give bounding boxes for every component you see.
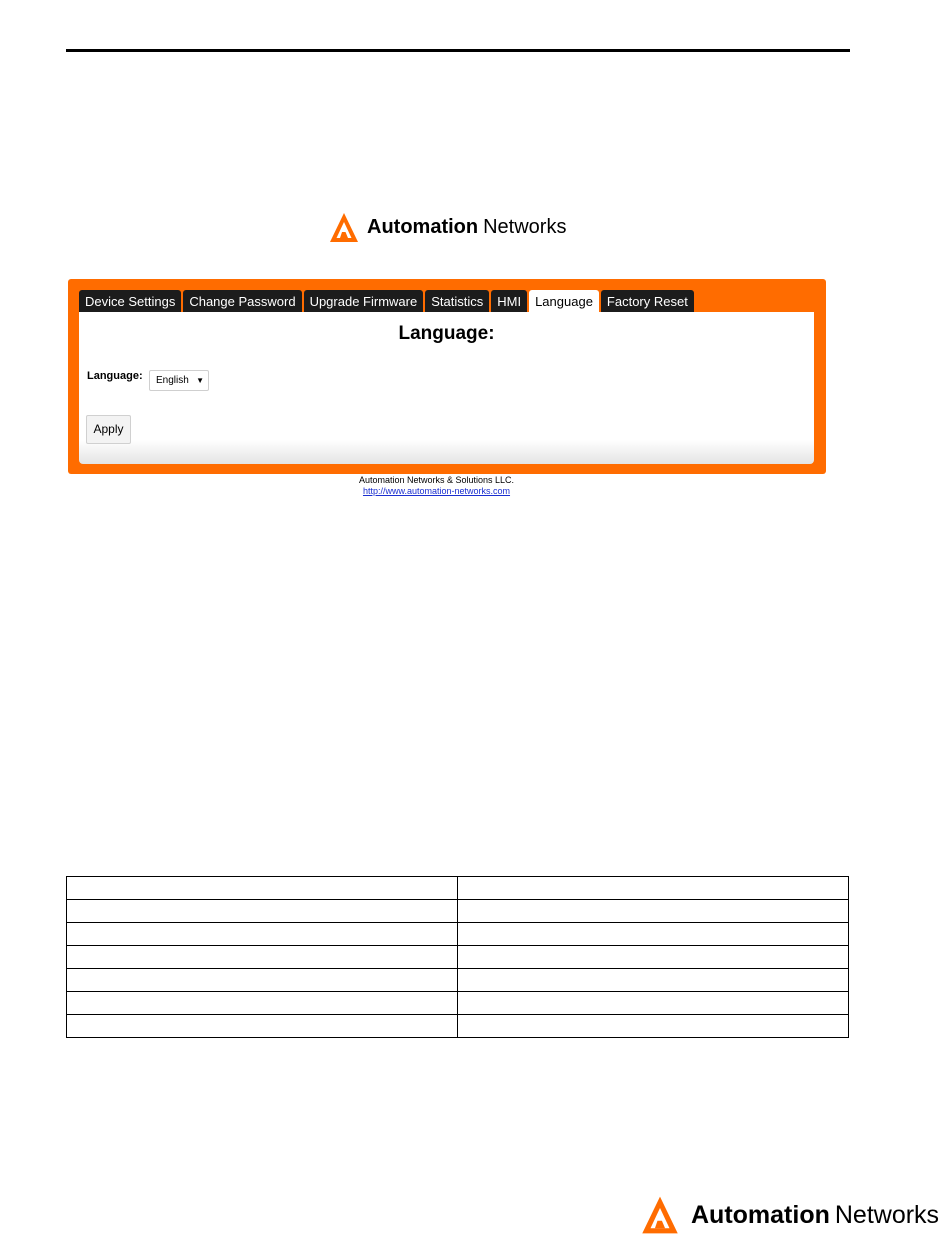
language-select-value: English <box>156 375 189 386</box>
table-row <box>67 992 849 1015</box>
table-cell <box>458 877 849 900</box>
table-cell <box>458 1015 849 1038</box>
tab-change-password[interactable]: Change Password <box>183 290 301 312</box>
empty-table <box>66 876 849 1038</box>
table-row <box>67 969 849 992</box>
table-row <box>67 946 849 969</box>
table-cell <box>67 969 458 992</box>
brand-name-bold: Automation <box>367 216 479 238</box>
automation-networks-logo-icon <box>641 1195 679 1235</box>
page-top-rule <box>66 49 850 52</box>
language-select[interactable] <box>149 370 209 391</box>
tab-statistics[interactable]: Statistics <box>425 290 489 312</box>
table-cell <box>67 900 458 923</box>
language-label: Language: <box>87 370 143 382</box>
table-cell <box>67 877 458 900</box>
language-panel <box>79 312 814 464</box>
tab-device-settings[interactable]: Device Settings <box>79 290 181 312</box>
table-cell <box>458 900 849 923</box>
chevron-down-icon: ▼ <box>196 376 204 385</box>
brand-logo-header <box>329 212 566 243</box>
footer-company: Automation Networks & Solutions LLC. <box>358 475 515 485</box>
table-row <box>67 923 849 946</box>
brand-name-bold: Automation <box>691 1200 830 1229</box>
table-cell <box>67 1015 458 1038</box>
footer-link-wrap <box>0 486 873 496</box>
apply-button[interactable]: Apply <box>86 415 131 444</box>
table-cell <box>458 946 849 969</box>
footer-website-link[interactable]: http://www.automation-networks.com <box>362 486 511 496</box>
table-cell <box>67 992 458 1015</box>
table-cell <box>458 969 849 992</box>
automation-networks-logo-icon <box>329 212 359 243</box>
tab-language[interactable]: Language <box>529 290 599 313</box>
brand-logo-footer <box>641 1195 939 1235</box>
table-row <box>67 1015 849 1038</box>
tab-factory-reset[interactable]: Factory Reset <box>601 290 694 312</box>
brand-name-light: Networks <box>483 216 567 238</box>
device-web-ui-frame <box>68 279 826 474</box>
table-cell <box>458 923 849 946</box>
tab-hmi[interactable]: HMI <box>491 290 527 312</box>
panel-title: Language: <box>398 323 495 344</box>
table-row <box>67 877 849 900</box>
table-cell <box>67 923 458 946</box>
table-row <box>67 900 849 923</box>
tab-upgrade-firmware[interactable]: Upgrade Firmware <box>304 290 424 312</box>
brand-name-light: Networks <box>834 1200 940 1229</box>
table-cell <box>67 946 458 969</box>
table-cell <box>458 992 849 1015</box>
tab-bar <box>79 290 694 313</box>
